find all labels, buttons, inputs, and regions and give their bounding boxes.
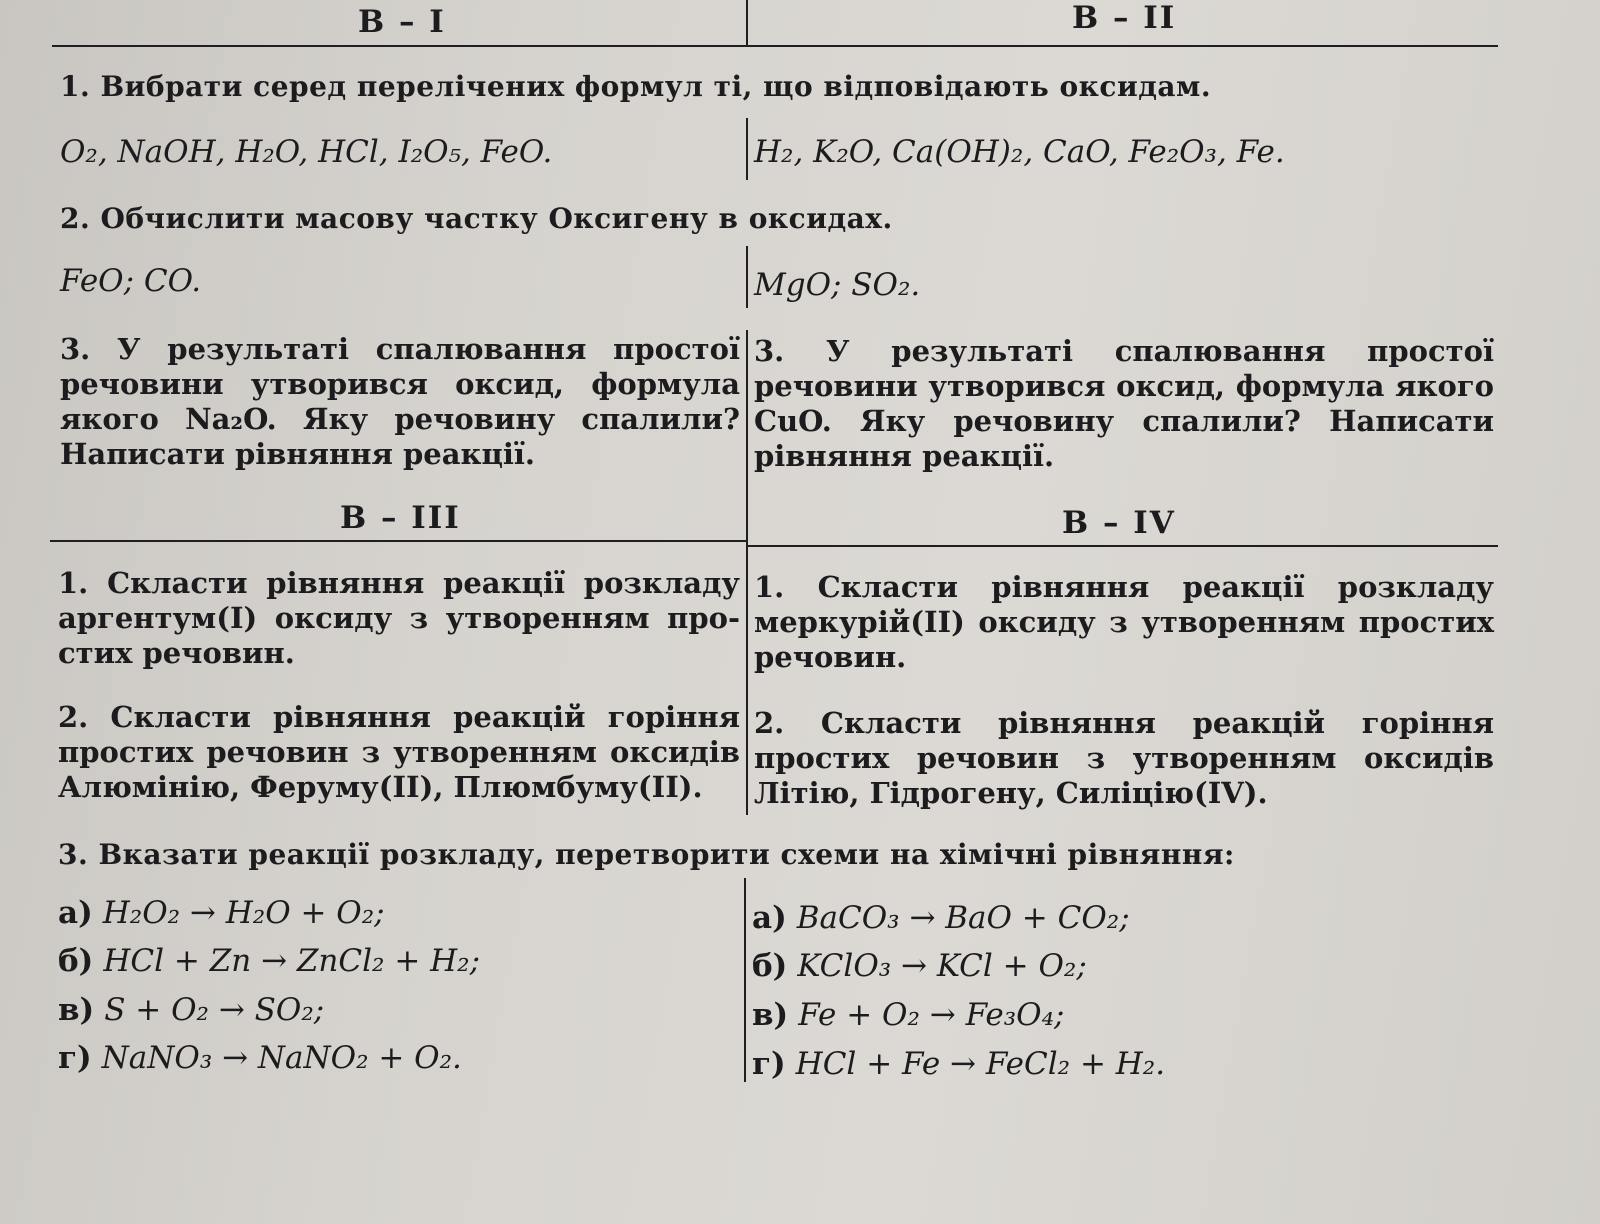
- variant-header-3: B – III: [340, 500, 461, 536]
- v3-scheme-c: [58, 992, 324, 1028]
- v3-task1-line: 1. Скласти рівняння реакції розкладу: [58, 566, 740, 600]
- v4-task1-line: 1. Скласти рівняння реакції розкладу: [754, 570, 1494, 604]
- v3-task2-line: Алюмінію, Феруму(II), Плюмбуму(II).: [58, 770, 703, 804]
- middle-divider-right: [747, 545, 1498, 547]
- scheme-expression: HCl + Zn → ZnCl₂ + H₂;: [103, 943, 481, 979]
- v3-task2-line: 2. Скласти рівняння реакцій горіння: [58, 700, 740, 734]
- task3-v1-text: [60, 332, 740, 472]
- task1-question: 1. Вибрати серед перелічених формул ті, що відповідають оксидам.: [60, 70, 1212, 103]
- task3-common-question: 3. Вказати реакції розкладу, перетворити схеми на хімічні рівняння:: [58, 838, 1235, 871]
- task3-v2-line: речовини утворився оксид, формула якого: [754, 369, 1494, 403]
- variant-header-1: B – I: [358, 4, 446, 40]
- task2-v2-formulas: MgO; SO₂.: [754, 267, 921, 303]
- v4-task2-line: Літію, Гідрогену, Силіцію(IV).: [754, 776, 1268, 810]
- task3-v1-line: Написати рівняння реакції.: [60, 437, 536, 471]
- scheme-expression: NaNO₃ → NaNO₂ + O₂.: [101, 1040, 462, 1076]
- v3-task1-text: [58, 566, 740, 671]
- v4-scheme-a: [752, 900, 1130, 936]
- header-column-divider: [746, 0, 748, 46]
- task1-v2-formulas: H₂, K₂O, Ca(OH)₂, CaO, Fe₂O₃, Fe.: [754, 134, 1285, 170]
- v4-scheme-b: [752, 948, 1087, 984]
- scheme-label: а): [58, 895, 93, 931]
- task3-v2-line: 3. У результаті спалювання простої: [754, 334, 1494, 368]
- task3-v2-line: рівняння реакції.: [754, 439, 1055, 473]
- v3-scheme-a: [58, 895, 385, 931]
- v4-task2-line: 2. Скласти рівняння реакцій горіння: [754, 706, 1494, 740]
- v3-scheme-d: [58, 1040, 462, 1076]
- variant-header-4: B – IV: [1062, 505, 1176, 541]
- task1-v1-formulas: O₂, NaOH, H₂O, HCl, I₂O₅, FeO.: [60, 134, 553, 170]
- task3-v2-line: CuO. Яку речовину спалили? Написати: [754, 404, 1494, 438]
- task1-column-divider: [746, 118, 748, 180]
- middle-column-divider: [746, 470, 748, 815]
- v3-task2-text: [58, 700, 740, 805]
- scheme-expression: H₂O₂ → H₂O + O₂;: [102, 895, 385, 931]
- scheme-expression: HCl + Fe → FeCl₂ + H₂.: [795, 1046, 1166, 1082]
- scheme-expression: Fe + O₂ → Fe₃O₄;: [798, 997, 1065, 1033]
- task3-v1-line: речовини утворився оксид, формула: [60, 367, 740, 401]
- v4-task1-line: речовин.: [754, 640, 907, 674]
- v4-task2-line: простих речовин з утворенням оксидів: [754, 741, 1494, 775]
- v4-task2-text: [754, 706, 1494, 811]
- v3-task2-line: простих речовин з утворенням оксидів: [58, 735, 740, 769]
- task3-v2-text: [754, 334, 1494, 474]
- variant-header-2: B – II: [1072, 0, 1177, 36]
- scheme-label: в): [58, 992, 95, 1028]
- task3-v1-line: якого Na₂O. Яку речовину спалили?: [60, 402, 740, 436]
- top-divider: [52, 45, 1498, 47]
- scheme-expression: KClO₃ → KCl + O₂;: [797, 948, 1087, 984]
- scheme-label: б): [58, 943, 94, 979]
- task2-v1-formulas: FeO; CO.: [60, 263, 202, 299]
- v4-scheme-c: [752, 997, 1064, 1033]
- scheme-label: а): [752, 900, 787, 936]
- v3-task1-line: стих речовин.: [58, 636, 295, 670]
- task2-question: 2. Обчислити масову частку Оксигену в оксидах.: [60, 202, 893, 235]
- v4-scheme-d: [752, 1046, 1165, 1082]
- v4-task1-line: меркурій(II) оксиду з утворенням простих: [754, 605, 1494, 639]
- scheme-expression: S + O₂ → SO₂;: [104, 992, 325, 1028]
- scheme-label: г): [58, 1040, 92, 1076]
- schemes-column-divider: [744, 878, 746, 1082]
- v3-task1-line: аргентум(I) оксиду з утворенням про-: [58, 601, 740, 635]
- task3-v1-line: 3. У результаті спалювання простої: [60, 332, 740, 366]
- task2-column-divider: [746, 246, 748, 308]
- v3-scheme-b: [58, 943, 480, 979]
- v4-task1-text: [754, 570, 1494, 675]
- scheme-label: в): [752, 997, 789, 1033]
- scheme-label: б): [752, 948, 788, 984]
- scheme-label: г): [752, 1046, 786, 1082]
- middle-divider-left: [50, 540, 747, 542]
- task3-column-divider: [746, 330, 748, 470]
- scheme-expression: BaCO₃ → BaO + CO₂;: [796, 900, 1130, 936]
